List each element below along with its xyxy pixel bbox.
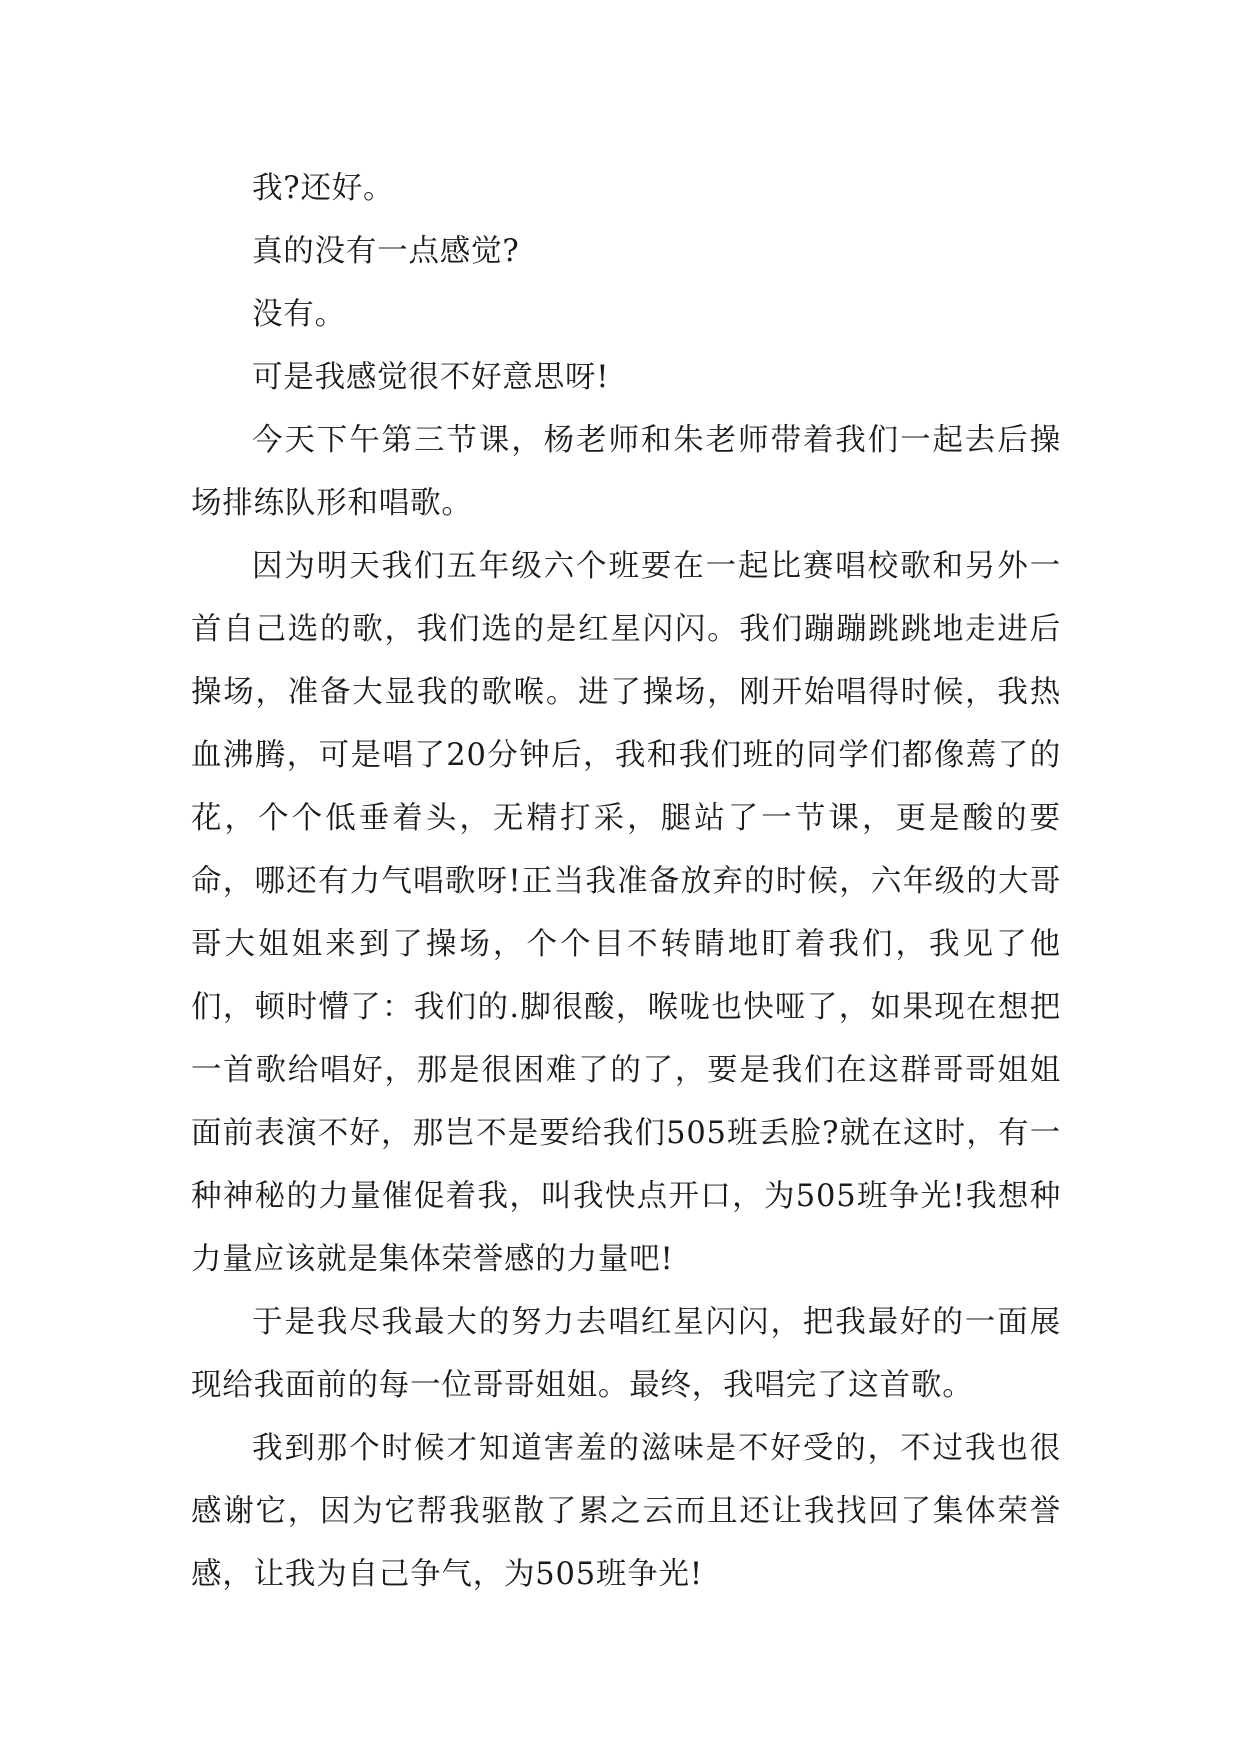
paragraph-5: 今天下午第三节课，杨老师和朱老师带着我们一起去后操场排练队形和唱歌。 [191, 423, 1061, 521]
paragraph-3: 没有。 [252, 297, 346, 332]
paragraph-7: 于是我尽我最大的努力去唱红星闪闪，把我最好的一面展现给我面前的每一位哥哥姐姐。最终，我唱完了这首歌。 [191, 1305, 1061, 1403]
paragraph-2: 真的没有一点感觉? [252, 234, 520, 269]
paragraph-8: 我到那个时候才知道害羞的滋味是不好受的，不过我也很感谢它，因为它帮我驱散了累之云而且还让我找回了集体荣誉感，让我为自己争气，为505班争光! [191, 1431, 1061, 1592]
paragraph-1: 我?还好。 [252, 171, 395, 206]
document-body [191, 157, 1061, 1606]
paragraph-6: 因为明天我们五年级六个班要在一起比赛唱校歌和另外一首自己选的歌，我们选的是红星闪闪。我们蹦蹦跳跳地走进后操场，准备大显我的歌喉。进了操场，刚开始唱得时候，我热血沸腾，可是唱了20分钟后，我和我们班的同学们都像蔫了的花，个个低垂着头，无精打采，腿站了一节课，更是酸的要命，哪还有力气唱歌呀!正当我准备放弃的时候，六年级的大哥哥大姐姐来到了操场，个个目不转睛地盯着我们，我见了他们，顿时懵了：我们的.脚很酸，喉咙也快哑了，如果现在想把一首歌给唱好，那是很困难了的了，要是我们在这群哥哥姐姐面前表演不好，那岂不是要给我们505班丢脸?就在这时，有一种神秘的力量催促着我，叫我快点开口，为505班争光!我想种力量应该就是集体荣誉感的力量吧! [191, 549, 1061, 1277]
paragraph-4: 可是我感觉很不好意思呀! [252, 360, 610, 395]
